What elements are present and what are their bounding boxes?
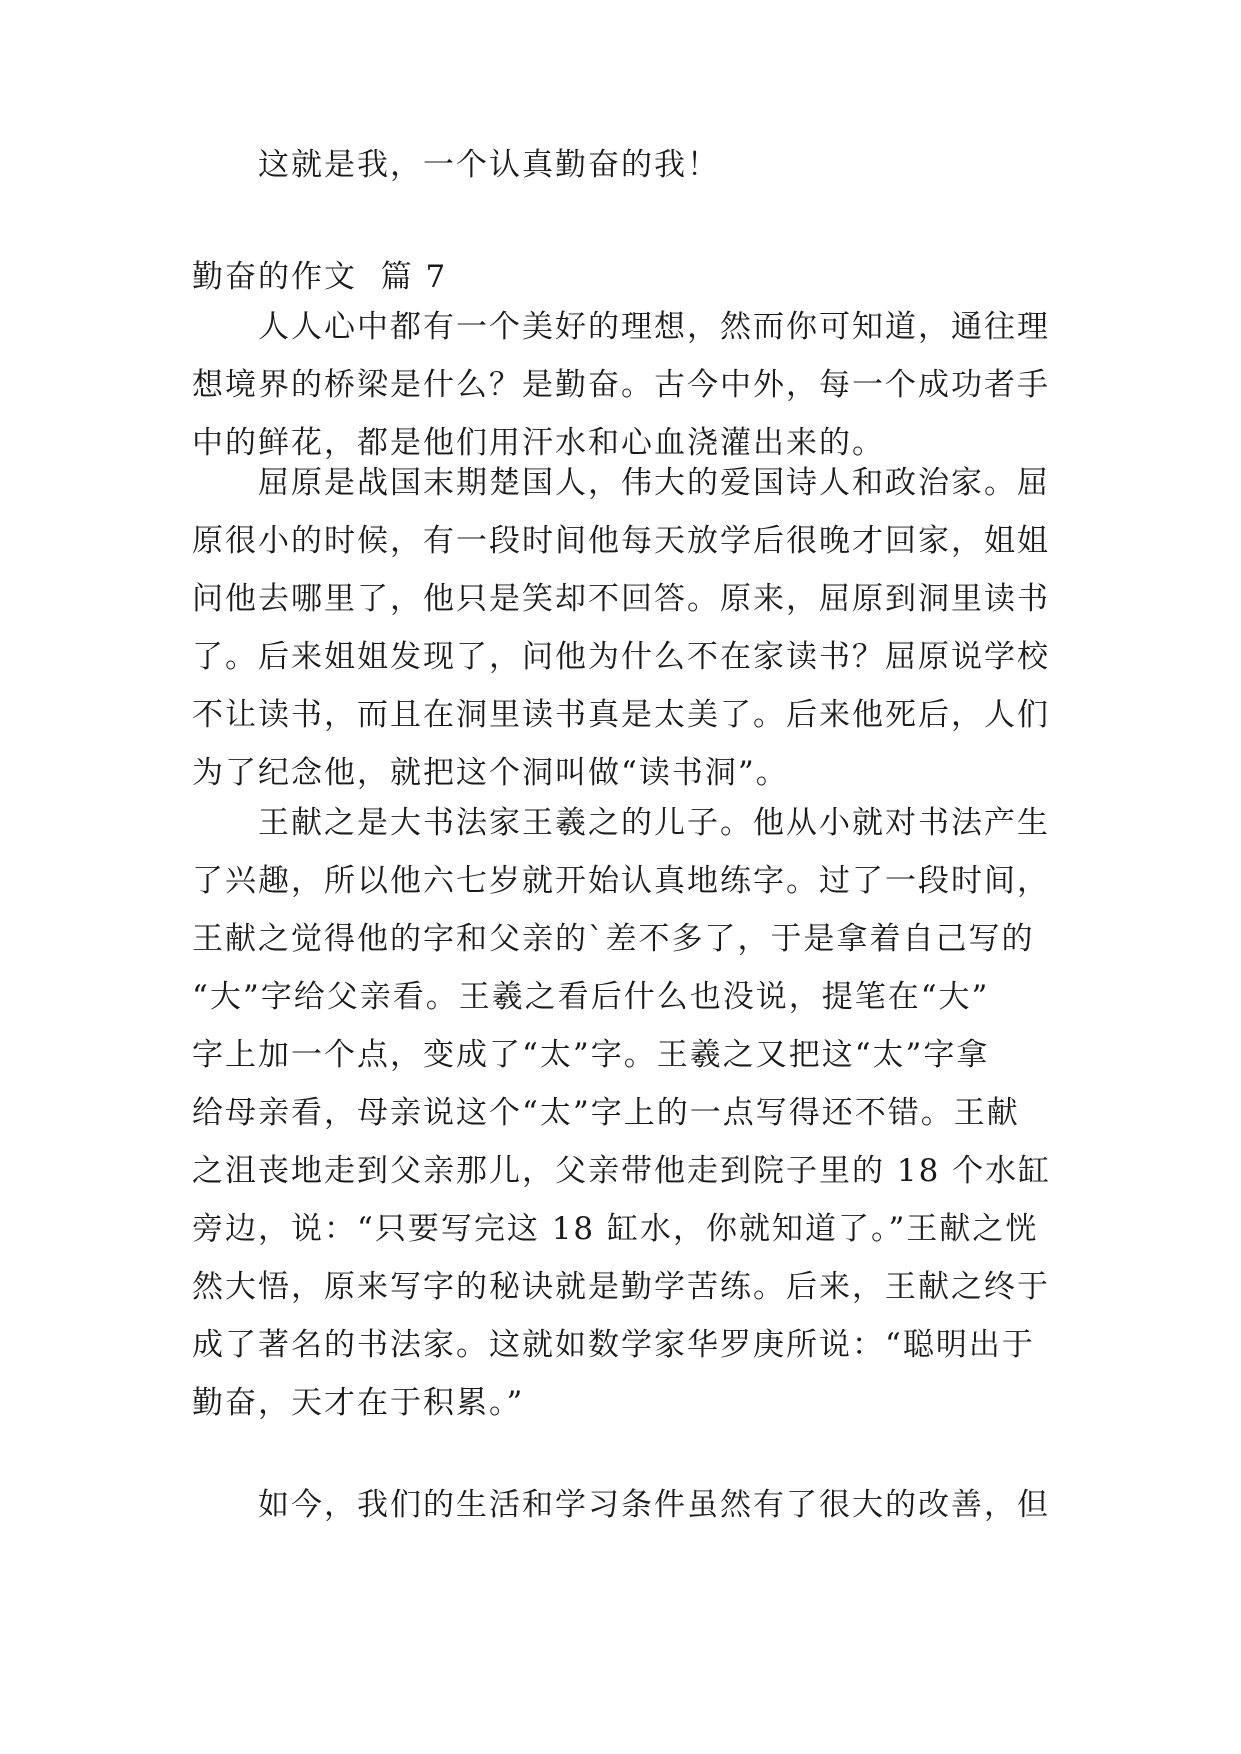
paragraph-line: 王献之觉得他的字和父亲的`差不多了，于是拿着自己写的 bbox=[192, 921, 1035, 957]
paragraph-line: 想境界的桥梁是什么？是勤奋。古今中外，每一个成功者手 bbox=[192, 367, 1050, 403]
paragraph-line: 中的鲜花，都是他们用汗水和心血浇灌出来的。 bbox=[192, 425, 885, 461]
paragraph-line: 旁边，说：“只要写完这 18 缸水，你就知道了。”王献之恍 bbox=[192, 1211, 1039, 1247]
paragraph-line: 成了著名的书法家。这就如数学家华罗庚所说：“聪明出于 bbox=[192, 1327, 1035, 1363]
paragraph-line: 为了纪念他，就把这个洞叫做“读书洞”。 bbox=[192, 755, 789, 791]
paragraph-line: 了兴趣，所以他六七岁就开始认真地练字。过了一段时间， bbox=[192, 863, 1050, 899]
essay-heading: 勤奋的作文 篇 7 bbox=[192, 259, 448, 295]
paragraph-line: 王献之是大书法家王羲之的儿子。他从小就对书法产生 bbox=[258, 805, 1050, 841]
closing-line: 这就是我，一个认真勤奋的我！ bbox=[258, 147, 720, 183]
closing-paragraph bbox=[192, 136, 1052, 194]
paragraph-line: 勤奋，天才在于积累。” bbox=[192, 1385, 525, 1421]
paragraph-1 bbox=[192, 298, 1052, 472]
paragraph-line: 问他去哪里了，他只是笑却不回答。原来，屈原到洞里读书 bbox=[192, 581, 1050, 617]
paragraph-line: 不让读书，而且在洞里读书真是太美了。后来他死后，人们 bbox=[192, 697, 1050, 733]
paragraph-line: 字上加一个点，变成了“太”字。王羲之又把这“太”字拿 bbox=[192, 1037, 990, 1073]
paragraph-line: 之沮丧地走到父亲那儿，父亲带他走到院子里的 18 个水缸 bbox=[192, 1153, 1052, 1189]
paragraph-line: 如今，我们的生活和学习条件虽然有了很大的改善，但 bbox=[258, 1487, 1050, 1523]
paragraph-4 bbox=[192, 1476, 1052, 1534]
paragraph-line: 了。后来姐姐发现了，问他为什么不在家读书？屈原说学校 bbox=[192, 639, 1050, 675]
paragraph-line: 原很小的时候，有一段时间他每天放学后很晚才回家，姐姐 bbox=[192, 523, 1050, 559]
paragraph-line: “大”字给父亲看。王羲之看后什么也没说，提笔在“大” bbox=[192, 979, 990, 1015]
paragraph-3 bbox=[192, 794, 1052, 1432]
paragraph-line: 给母亲看，母亲说这个“太”字上的一点写得还不错。王献 bbox=[192, 1095, 1020, 1131]
paragraph-line: 屈原是战国末期楚国人，伟大的爱国诗人和政治家。屈 bbox=[258, 465, 1050, 501]
paragraph-line: 人人心中都有一个美好的理想，然而你可知道，通往理 bbox=[258, 309, 1050, 345]
paragraph-line: 然大悟，原来写字的秘诀就是勤学苦练。后来，王献之终于 bbox=[192, 1269, 1050, 1305]
paragraph-2 bbox=[192, 454, 1052, 802]
